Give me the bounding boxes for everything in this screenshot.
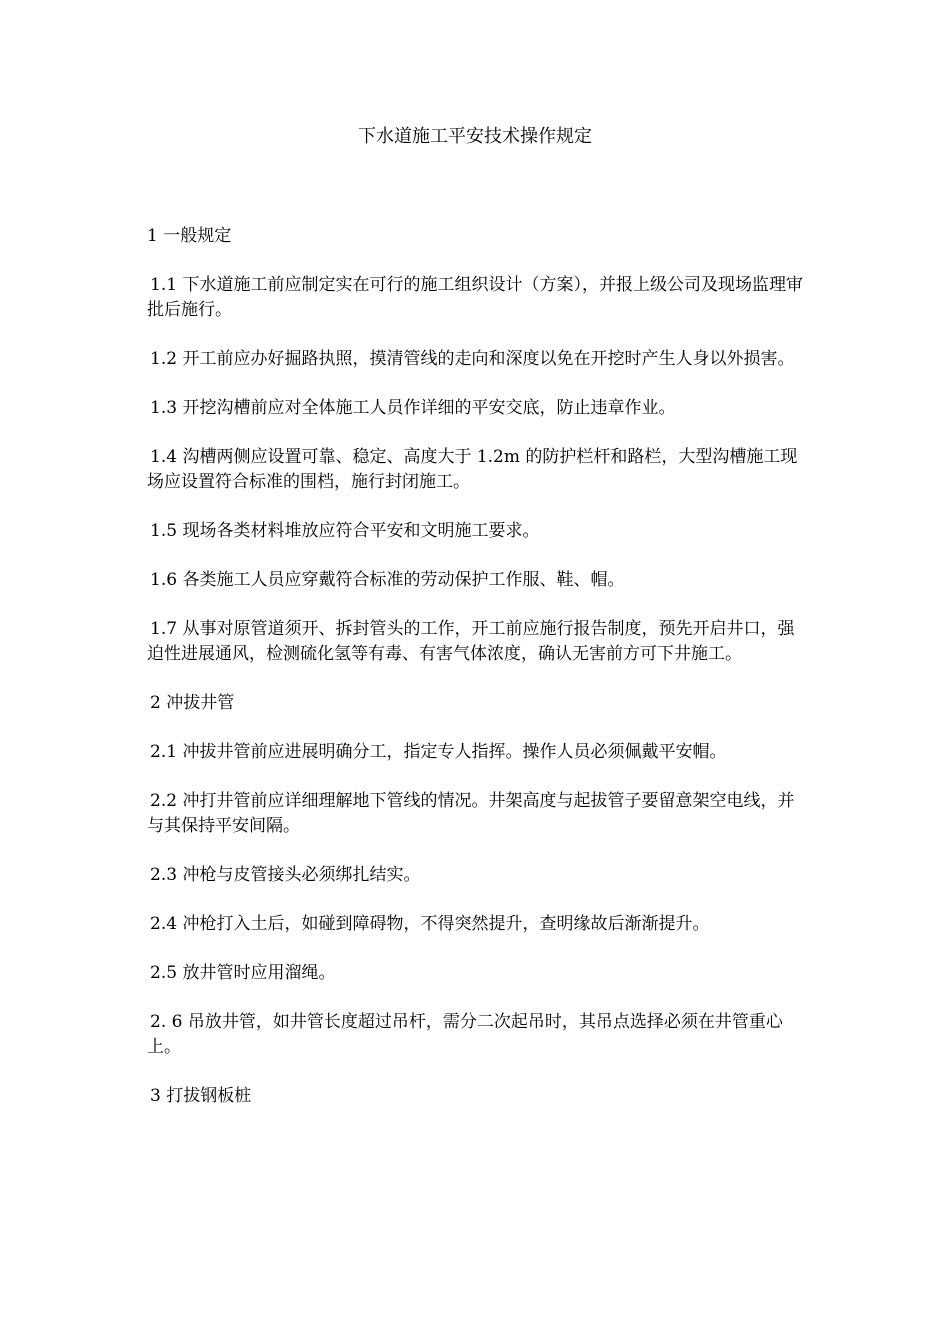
clause: 1.5 现场各类材料堆放应符合平安和文明施工要求。 bbox=[150, 521, 540, 541]
clause: 1.7 从事对原管道须开、拆封管头的工作，开工前应施行报告制度，预先开启井口，强迫性进展通风，检测硫化氢等有毒、有害气体浓度，确认无害前方可下井施工。 bbox=[147, 619, 795, 664]
clause: 1.2 开工前应办好掘路执照，摸清管线的走向和深度以免在开挖时产生人身以外损害。 bbox=[150, 349, 795, 369]
clause: 2. 6 吊放井管，如井管长度超过吊杆，需分二次起吊时，其吊点选择必须在井管重心上。 bbox=[147, 1012, 783, 1057]
clause: 2.3 冲枪与皮管接头必须绑扎结实。 bbox=[150, 865, 421, 885]
clause: 2.5 放井管时应用溜绳。 bbox=[150, 963, 336, 983]
clause: 1.3 开挖沟槽前应对全体施工人员作详细的平安交底，防止违章作业。 bbox=[150, 398, 676, 418]
clause: 1.1 下水道施工前应制定实在可行的施工组织设计（方案），并报上级公司及现场监理审批后施行。 bbox=[147, 275, 803, 320]
clause: 2.4 冲枪打入土后，如碰到障碍物，不得突然提升，查明缘故后渐渐提升。 bbox=[150, 914, 710, 934]
document-body bbox=[147, 224, 807, 1133]
clause: 1.6 各类施工人员应穿戴符合标准的劳动保护工作服、鞋、帽。 bbox=[150, 570, 625, 590]
clause: 2.1 冲拔井管前应进展明确分工，指定专人指挥。操作人员必须佩戴平安帽。 bbox=[150, 742, 727, 762]
document-title: 下水道施工平安技术操作规定 bbox=[358, 126, 592, 147]
clause: 1.4 沟槽两侧应设置可靠、稳定、高度大于 1.2m 的防护栏杆和路栏，大型沟槽施工现场应设置符合标准的围档，施行封闭施工。 bbox=[147, 447, 798, 492]
section-heading: 1 一般规定 bbox=[147, 226, 232, 246]
clause: 2.2 冲打井管前应详细理解地下管线的情况。井架高度与起拔管子要留意架空电线，并与其保持平安间隔。 bbox=[147, 791, 795, 836]
section-heading: 2 冲拔井管 bbox=[150, 693, 235, 713]
section-heading: 3 打拔钢板桩 bbox=[150, 1086, 252, 1106]
